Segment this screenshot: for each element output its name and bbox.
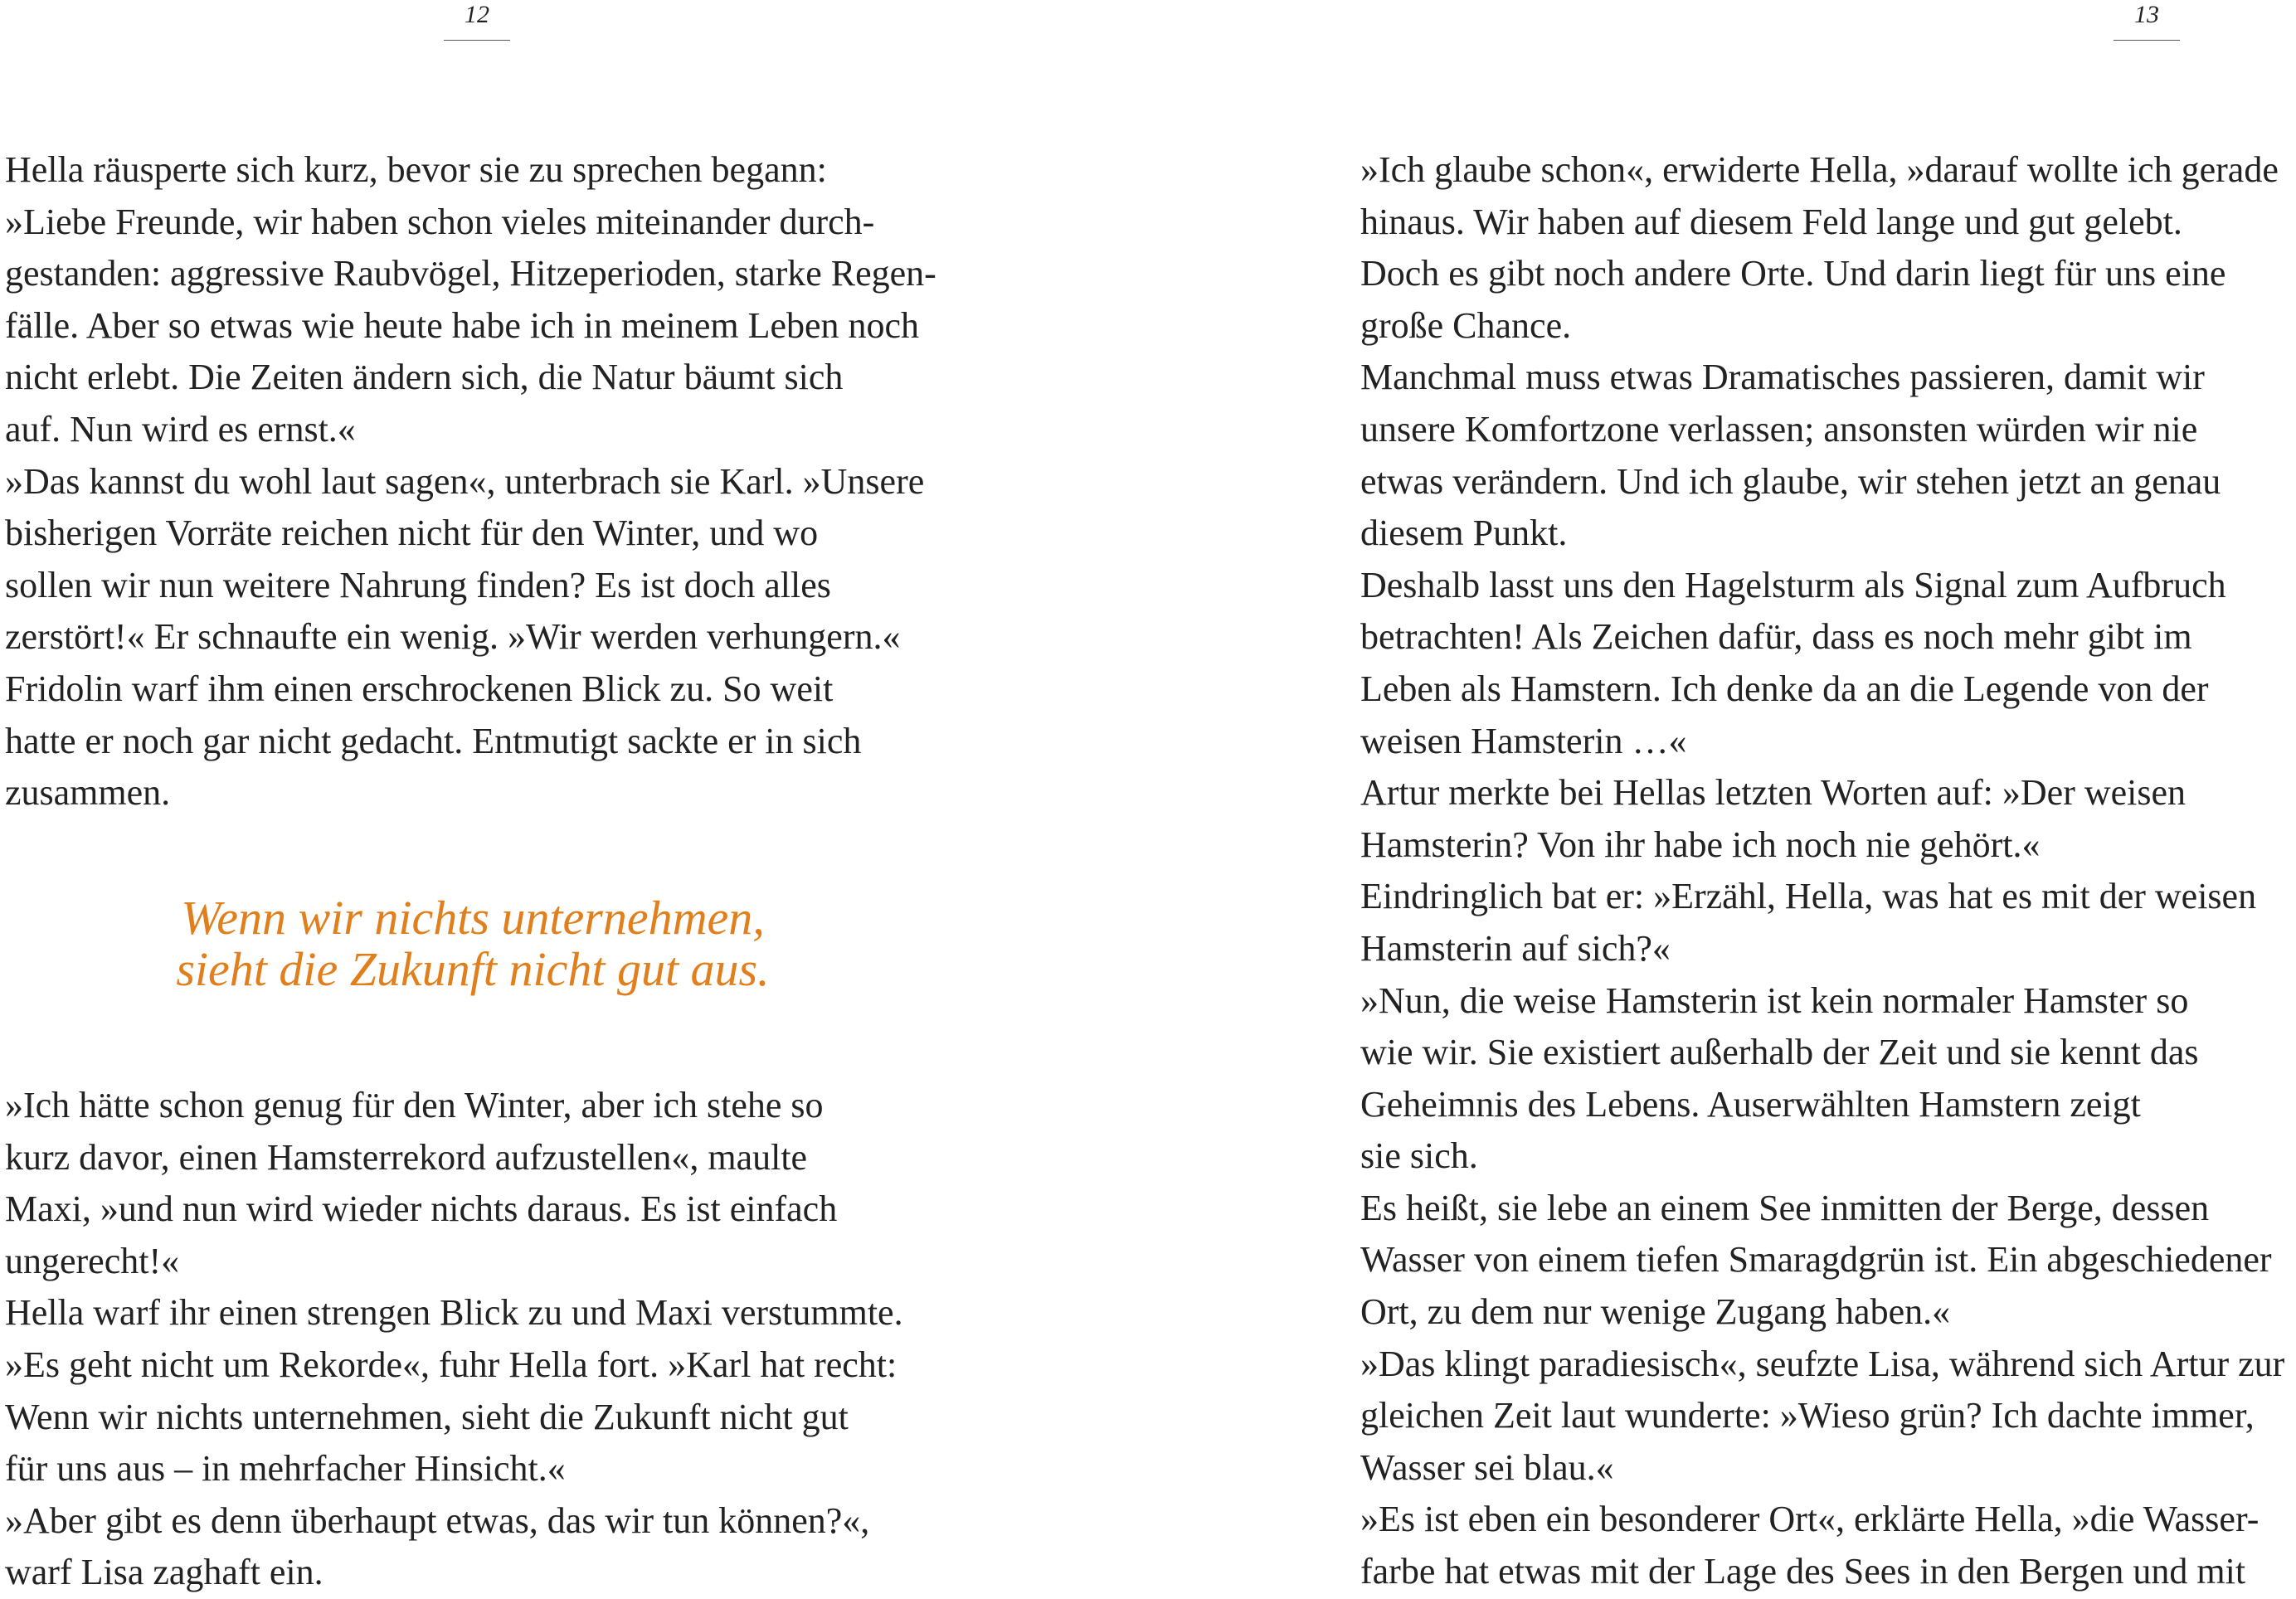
page-number-rule <box>2114 40 2180 41</box>
text-line: hatte er noch gar nicht gedacht. Entmutigt sackte er in sich <box>5 720 862 761</box>
page-number-text: 13 <box>2134 1 2159 28</box>
text-line: »Liebe Freunde, wir haben schon vieles miteinander durch- <box>5 201 875 242</box>
text-line: nicht erlebt. Die Zeiten ändern sich, die Natur bäumt sich <box>5 357 844 398</box>
text-line: auf. Nun wird es ernst.« <box>5 408 356 450</box>
text-line: »Nun, die weise Hamsterin ist kein normaler Hamster so <box>1360 979 2189 1021</box>
text-line: Fridolin warf ihm einen erschrockenen Blick zu. So weit <box>5 668 834 709</box>
page-number-rule <box>444 40 510 41</box>
text-line: farbe hat etwas mit der Lage des Sees in den Bergen und mit <box>1360 1551 2246 1592</box>
text-line: ungerecht!« <box>5 1240 180 1281</box>
text-line: warf Lisa zaghaft ein. <box>5 1552 323 1593</box>
page-number-text: 12 <box>465 1 489 28</box>
page-number-left <box>419 0 535 41</box>
right-body-text <box>1360 144 2284 1598</box>
text-line: »Ich glaube schon«, erwiderte Hella, »darauf wollte ich gerade <box>1360 149 2279 190</box>
text-line: wie wir. Sie existiert außerhalb der Zeit und sie kennt das <box>1360 1032 2199 1073</box>
text-line: fälle. Aber so etwas wie heute habe ich in meinem Leben noch <box>5 304 920 346</box>
text-line: Hella warf ihr einen strengen Blick zu und Maxi verstummte. <box>5 1292 903 1334</box>
text-line: Wenn wir nichts unternehmen, <box>181 891 765 945</box>
text-line: Manchmal muss etwas Dramatisches passieren, damit wir <box>1360 357 2205 398</box>
text-line: »Es geht nicht um Rekorde«, fuhr Hella fort. »Karl hat recht: <box>5 1344 897 1385</box>
text-line: gestanden: aggressive Raubvögel, Hitzeperioden, starke Regen- <box>5 253 936 294</box>
text-line: Deshalb lasst uns den Hagelsturm als Signal zum Aufbruch <box>1360 564 2226 605</box>
text-line: Wasser von einem tiefen Smaragdgrün ist. Ein abgeschiedener <box>1360 1239 2272 1281</box>
text-line: Artur merkte bei Hellas letzten Worten auf: »Der weisen <box>1360 772 2187 814</box>
text-line: Maxi, »und nun wird wieder nichts daraus. Es ist einfach <box>5 1188 838 1230</box>
text-line: sie sich. <box>1360 1135 1478 1177</box>
text-line: zerstört!« Er schnaufte ein wenig. »Wir werden verhungern.« <box>5 616 901 658</box>
text-line: unsere Komfortzone verlassen; ansonsten würden wir nie <box>1360 408 2198 450</box>
text-line: betrachten! Als Zeichen dafür, dass es noch mehr gibt im <box>1360 616 2192 658</box>
text-line: »Das kannst du wohl laut sagen«, unterbrach sie Karl. »Unsere <box>5 460 925 502</box>
text-line: Hamsterin auf sich?« <box>1360 927 1671 969</box>
text-line: Wasser sei blau.« <box>1360 1446 1614 1488</box>
text-line: hinaus. Wir haben auf diesem Feld lange und gut gelebt. <box>1360 201 2182 242</box>
text-line: sollen wir nun weitere Nahrung finden? Es ist doch alles <box>5 564 831 605</box>
text-line: Wenn wir nichts unternehmen, sieht die Zukunft nicht gut <box>5 1396 849 1437</box>
text-line: Doch es gibt noch andere Orte. Und darin liegt für uns eine <box>1360 253 2226 294</box>
text-line: »Aber gibt es denn überhaupt etwas, das wir tun können?«, <box>5 1499 870 1541</box>
text-line: sieht die Zukunft nicht gut aus. <box>176 942 770 996</box>
text-line: Hamsterin? Von ihr habe ich noch nie gehört.« <box>1360 824 2041 865</box>
right-page <box>1148 0 2296 1592</box>
text-line: große Chance. <box>1360 304 1572 346</box>
left-lower-text <box>5 1080 903 1599</box>
text-line: kurz davor, einen Hamsterrekord aufzustellen«, maulte <box>5 1136 808 1178</box>
text-line: Hella räusperte sich kurz, bevor sie zu sprechen begann: <box>5 149 827 190</box>
text-line: etwas verändern. Und ich glaube, wir stehen jetzt an genau <box>1360 460 2221 502</box>
text-line: weisen Hamsterin …« <box>1360 720 1687 761</box>
text-line: Eindringlich bat er: »Erzähl, Hella, was hat es mit der weisen <box>1360 876 2257 917</box>
text-line: bisherigen Vorräte reichen nicht für den Winter, und wo <box>5 513 819 554</box>
text-line: »Es ist eben ein besonderer Ort«, erklärte Hella, »die Wasser- <box>1360 1499 2260 1540</box>
text-line: für uns aus – in mehrfacher Hinsicht.« <box>5 1448 566 1490</box>
text-line: Ort, zu dem nur wenige Zugang haben.« <box>1360 1291 1951 1333</box>
text-line: diesem Punkt. <box>1360 513 1568 554</box>
text-line: Leben als Hamstern. Ich denke da an die Legende von der <box>1360 668 2209 709</box>
text-line: gleichen Zeit laut wunderte: »Wieso grün? Ich dachte immer, <box>1360 1395 2255 1436</box>
text-line: Es heißt, sie lebe an einem See inmitten der Berge, dessen <box>1360 1187 2210 1228</box>
left-page <box>0 0 1148 1592</box>
left-upper-text <box>5 144 936 819</box>
text-line: Geheimnis des Lebens. Auserwählten Hamstern zeigt <box>1360 1083 2141 1125</box>
pull-quote <box>50 892 896 995</box>
text-line: zusammen. <box>5 772 171 814</box>
page-number-right <box>2089 0 2205 41</box>
text-line: »Das klingt paradiesisch«, seufzte Lisa, während sich Artur zur <box>1360 1343 2285 1384</box>
text-line: »Ich hätte schon genug für den Winter, aber ich stehe so <box>5 1085 824 1125</box>
